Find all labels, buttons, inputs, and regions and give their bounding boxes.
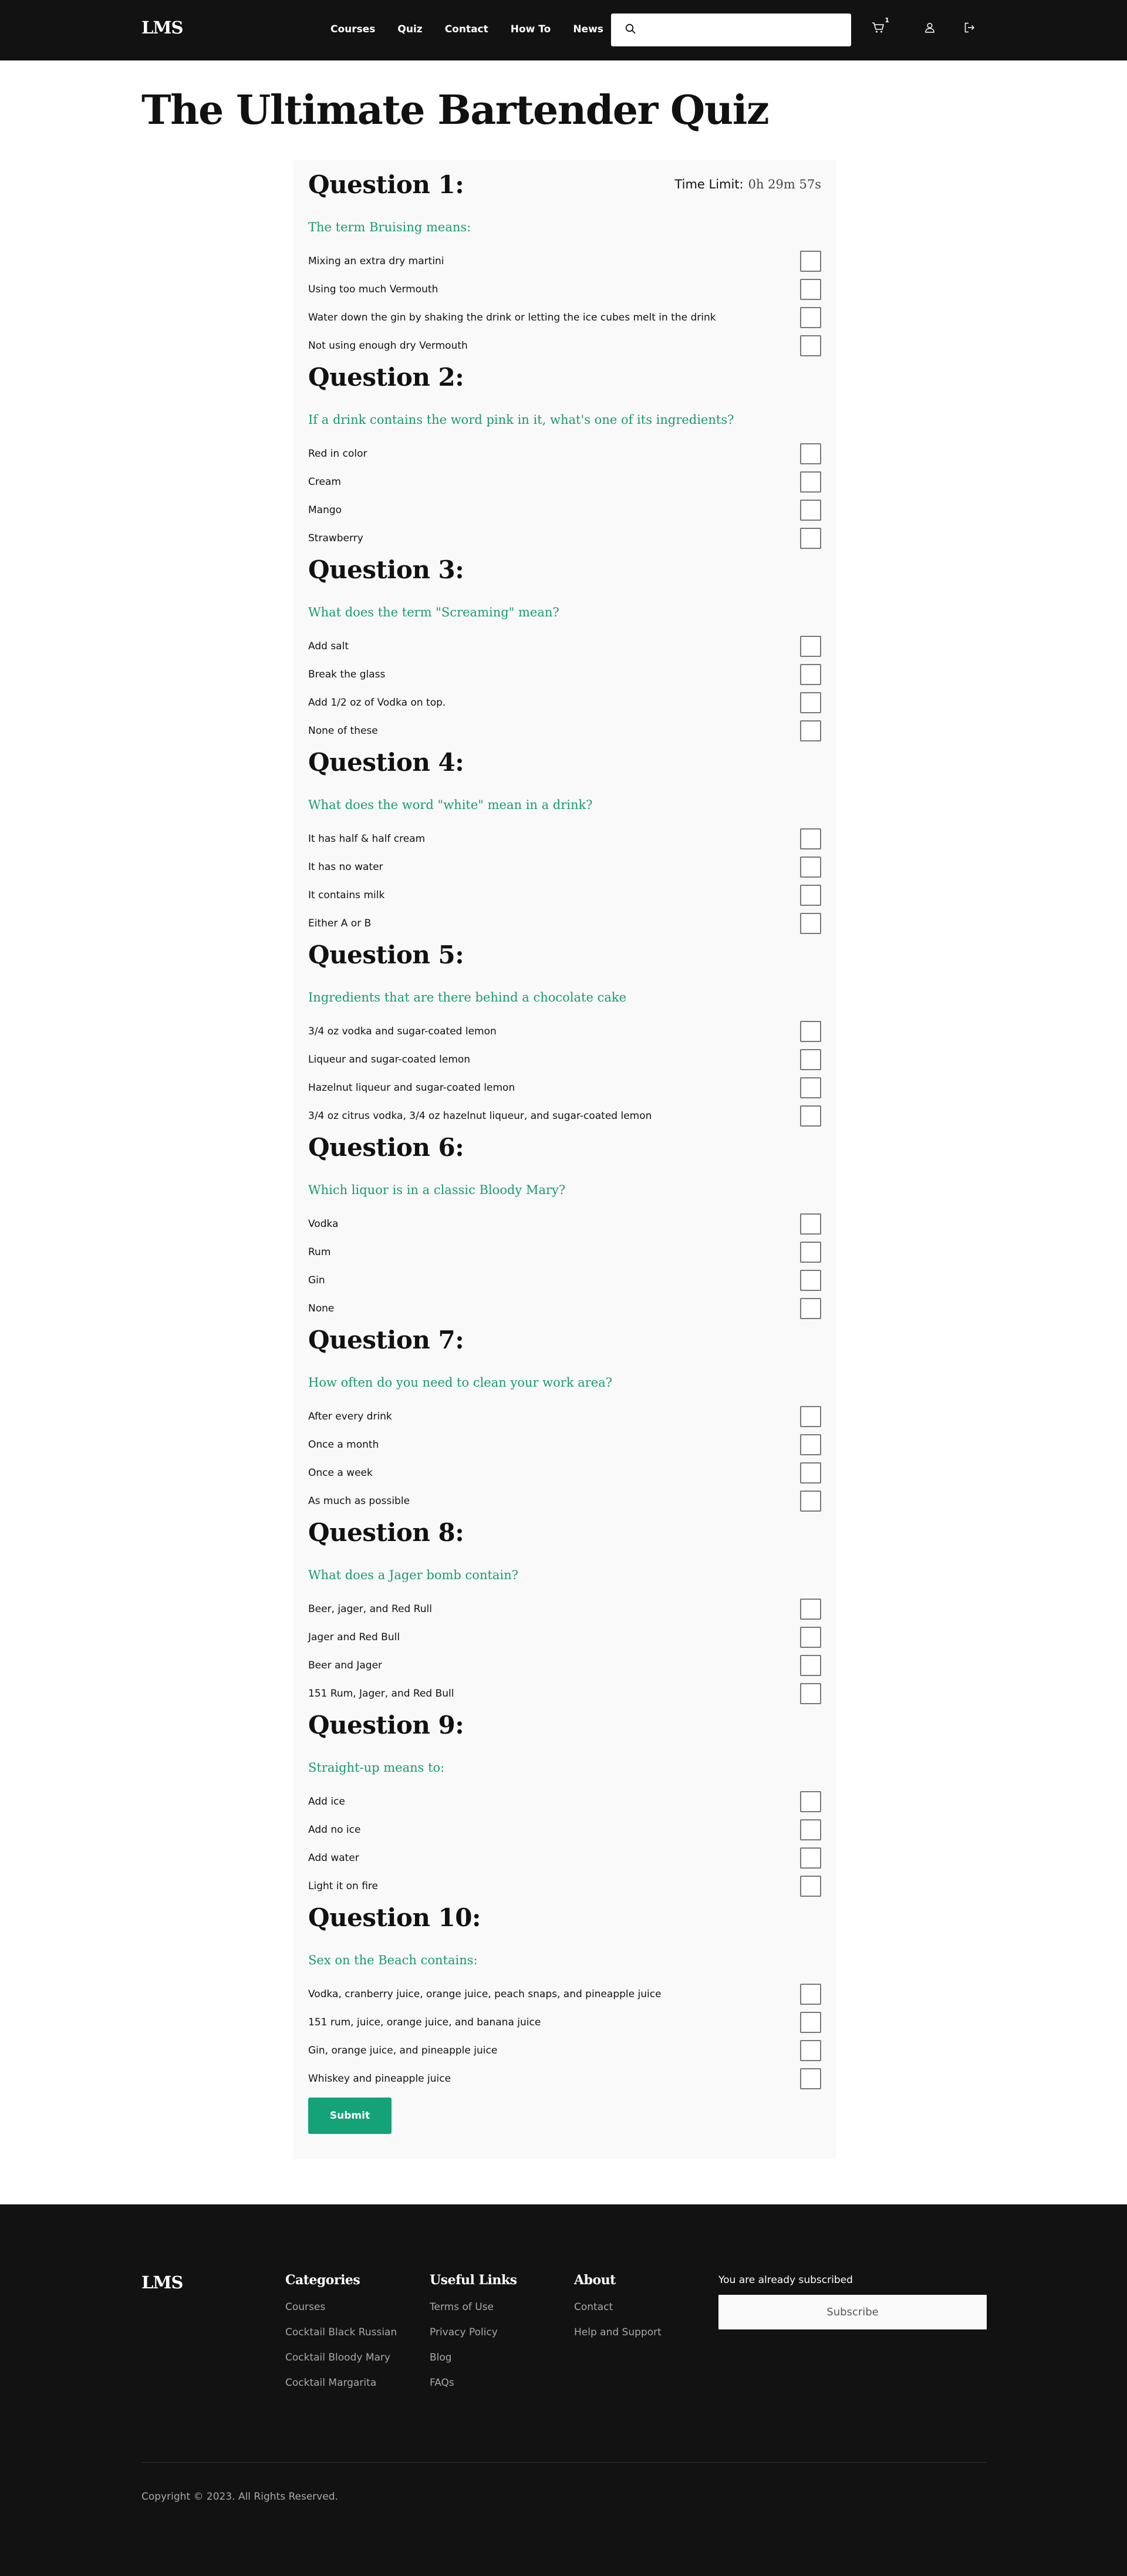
answer-option-label: As much as possible: [308, 1495, 410, 1507]
answer-option[interactable]: [308, 1238, 821, 1266]
question-text: Straight-up means to:: [308, 1761, 445, 1775]
question-block: [308, 1133, 821, 1326]
answer-checkbox[interactable]: [800, 1491, 821, 1512]
question-heading: Question 10:: [308, 1903, 481, 1932]
logout-button[interactable]: [961, 20, 978, 38]
answer-option-label: Jager and Red Bull: [308, 1631, 400, 1643]
cart-count-badge: 1: [885, 16, 889, 24]
answer-checkbox[interactable]: [800, 636, 821, 657]
page-title: The Ultimate Bartender Quiz: [141, 87, 769, 134]
answer-option[interactable]: [308, 1102, 821, 1130]
footer-about: [574, 2272, 662, 2351]
question-text: The term Bruising means:: [308, 220, 471, 234]
answer-option[interactable]: [308, 304, 821, 332]
answer-option[interactable]: [308, 1210, 821, 1238]
question-block: [308, 1903, 821, 2096]
question-text: How often do you need to clean your work area?: [308, 1375, 613, 1390]
answer-checkbox[interactable]: [800, 307, 821, 328]
answer-checkbox[interactable]: [800, 2012, 821, 2033]
answer-option[interactable]: [308, 1294, 821, 1323]
answer-checkbox[interactable]: [800, 1462, 821, 1483]
answer-option[interactable]: [308, 2065, 821, 2093]
answer-option-label: 3/4 oz citrus vodka, 3/4 oz hazelnut liqueur, and sugar-coated lemon: [308, 1110, 652, 1122]
answer-option[interactable]: [308, 1595, 821, 1623]
answer-option[interactable]: [308, 1788, 821, 1816]
answer-checkbox[interactable]: [800, 1434, 821, 1455]
answer-option-label: Beer, jager, and Red Rull: [308, 1603, 432, 1615]
answer-option-label: Once a week: [308, 1467, 373, 1479]
question-heading: Question 4:: [308, 748, 464, 777]
answer-checkbox[interactable]: [800, 2040, 821, 2061]
question-block: [308, 170, 821, 363]
site-footer: [0, 2204, 1127, 2576]
answer-option-label: Liqueur and sugar-coated lemon: [308, 1054, 471, 1066]
answer-option[interactable]: [308, 909, 821, 938]
answer-option-label: Add no ice: [308, 1824, 361, 1836]
answer-checkbox[interactable]: [800, 913, 821, 934]
answer-option[interactable]: [308, 1816, 821, 1844]
question-text: Which liquor is in a classic Bloody Mary?: [308, 1183, 566, 1197]
question-block: [308, 1326, 821, 1518]
answer-option-label: Gin, orange juice, and pineapple juice: [308, 2045, 498, 2056]
question-text: What does the term "Screaming" mean?: [308, 605, 559, 619]
answer-option[interactable]: [308, 717, 821, 745]
answer-checkbox[interactable]: [800, 1021, 821, 1042]
answer-option-label: 151 Rum, Jager, and Red Bull: [308, 1688, 454, 1700]
question-list: [308, 170, 821, 2096]
footer-link-terms[interactable]: Terms of Use: [430, 2301, 494, 2313]
answer-option-label: 3/4 oz vodka and sugar-coated lemon: [308, 1026, 497, 1037]
answer-option-label: Hazelnut liqueur and sugar-coated lemon: [308, 1082, 515, 1094]
subscribe-button[interactable]: Subscribe: [718, 2295, 987, 2329]
answer-checkbox[interactable]: [800, 335, 821, 356]
answer-checkbox[interactable]: [800, 1876, 821, 1897]
answer-checkbox[interactable]: [800, 1791, 821, 1812]
answer-option[interactable]: [308, 1487, 821, 1515]
answer-option-label: Water down the gin by shaking the drink or letting the ice cubes melt in the drink: [308, 312, 716, 323]
user-icon: [924, 22, 935, 35]
header-logo[interactable]: LMS: [141, 18, 183, 38]
answer-option[interactable]: [308, 524, 821, 552]
footer-categories: [285, 2272, 397, 2402]
answer-checkbox[interactable]: [800, 500, 821, 521]
answer-option[interactable]: [308, 1459, 821, 1487]
nav-quiz[interactable]: Quiz: [397, 23, 423, 35]
answer-checkbox[interactable]: [800, 1819, 821, 1840]
quiz-card: [293, 160, 836, 2159]
question-heading: Question 5:: [308, 940, 464, 969]
answer-option-label: 151 rum, juice, orange juice, and banana juice: [308, 2017, 541, 2028]
answer-option[interactable]: [308, 660, 821, 689]
answer-checkbox[interactable]: [800, 828, 821, 849]
search-box: [611, 14, 851, 46]
answer-option[interactable]: [308, 1017, 821, 1046]
answer-option[interactable]: [308, 2008, 821, 2036]
answer-options: [308, 1017, 821, 1130]
answer-option-label: It contains milk: [308, 889, 385, 901]
question-heading: Question 6:: [308, 1133, 464, 1162]
answer-options: [308, 1980, 821, 2093]
footer-divider: [141, 2462, 987, 2463]
answer-checkbox[interactable]: [800, 279, 821, 300]
answer-option-label: Using too much Vermouth: [308, 284, 438, 295]
answer-checkbox[interactable]: [800, 1049, 821, 1070]
answer-checkbox[interactable]: [800, 1627, 821, 1648]
question-block: [308, 1518, 821, 1711]
question-heading: Question 2:: [308, 363, 464, 392]
answer-option[interactable]: [308, 1046, 821, 1074]
answer-option-label: Light it on fire: [308, 1880, 378, 1892]
time-limit-value: 0h 29m 57s: [748, 177, 821, 191]
answer-options: [308, 247, 821, 360]
answer-option-label: Red in color: [308, 448, 367, 460]
nav-contact[interactable]: Contact: [444, 23, 488, 35]
answer-option[interactable]: [308, 468, 821, 496]
answer-options: [308, 632, 821, 745]
subscribe-status: You are already subscribed: [718, 2274, 853, 2286]
time-limit-label: Time Limit:: [674, 177, 744, 191]
question-block: [308, 748, 821, 940]
answer-option[interactable]: [308, 825, 821, 853]
answer-option[interactable]: [308, 1431, 821, 1459]
answer-option-label: Mixing an extra dry martini: [308, 255, 444, 267]
question-text: What does the word "white" mean in a drink?: [308, 798, 593, 812]
answer-option[interactable]: [308, 1844, 821, 1872]
answer-option-label: Gin: [308, 1274, 325, 1286]
footer-categories-title: Categories: [285, 2272, 360, 2288]
answer-options: [308, 1402, 821, 1515]
answer-checkbox[interactable]: [800, 1683, 821, 1704]
answer-options: [308, 1595, 821, 1708]
question-text: Ingredients that are there behind a chocolate cake: [308, 990, 627, 1004]
question-heading: Question 7:: [308, 1326, 464, 1354]
question-heading: Question 1:: [308, 170, 464, 199]
logout-icon: [964, 22, 976, 35]
answer-option[interactable]: [308, 275, 821, 304]
answer-option[interactable]: [308, 440, 821, 468]
answer-option-label: Add water: [308, 1852, 359, 1864]
answer-options: [308, 1788, 821, 1900]
question-text: Sex on the Beach contains:: [308, 1953, 478, 1967]
answer-option[interactable]: [308, 1980, 821, 2008]
answer-checkbox[interactable]: [800, 471, 821, 493]
answer-option-label: Vodka: [308, 1218, 339, 1230]
answer-option-label: Add ice: [308, 1796, 345, 1808]
answer-checkbox[interactable]: [800, 528, 821, 549]
answer-checkbox[interactable]: [800, 720, 821, 741]
answer-checkbox[interactable]: [800, 664, 821, 685]
answer-checkbox[interactable]: [800, 1270, 821, 1291]
question-heading: Question 9:: [308, 1711, 464, 1739]
answer-options: [308, 1210, 821, 1323]
answer-checkbox[interactable]: [800, 1655, 821, 1676]
main-nav: [330, 23, 626, 35]
answer-option-label: It has no water: [308, 861, 383, 873]
footer-link-bloody-mary[interactable]: Cocktail Bloody Mary: [285, 2352, 390, 2363]
question-heading: Question 3:: [308, 555, 464, 584]
answer-option[interactable]: [308, 1651, 821, 1680]
footer-link-help[interactable]: Help and Support: [574, 2327, 662, 2338]
answer-option-label: None: [308, 1303, 335, 1314]
answer-option[interactable]: [308, 1266, 821, 1294]
answer-option-label: Break the glass: [308, 669, 386, 680]
copyright: Copyright © 2023. All Rights Reserved.: [141, 2491, 338, 2503]
answer-option[interactable]: [308, 689, 821, 717]
footer-useful-links: [430, 2272, 517, 2402]
answer-checkbox[interactable]: [800, 1847, 821, 1869]
footer-link-privacy[interactable]: Privacy Policy: [430, 2327, 498, 2338]
answer-option-label: Mango: [308, 504, 342, 516]
nav-courses[interactable]: Courses: [330, 23, 376, 35]
cart-button[interactable]: [869, 16, 889, 38]
answer-option-label: Once a month: [308, 1439, 379, 1451]
footer-about-title: About: [574, 2272, 616, 2288]
search-input[interactable]: [644, 25, 851, 36]
answer-option-label: None of these: [308, 725, 378, 737]
answer-options: [308, 825, 821, 938]
answer-checkbox[interactable]: [800, 251, 821, 272]
question-text: What does a Jager bomb contain?: [308, 1568, 518, 1582]
answer-option[interactable]: [308, 1623, 821, 1651]
footer-link-black-russian[interactable]: Cocktail Black Russian: [285, 2327, 397, 2338]
answer-option[interactable]: [308, 881, 821, 909]
nav-how-to[interactable]: How To: [510, 23, 551, 35]
answer-checkbox[interactable]: [800, 1242, 821, 1263]
answer-option[interactable]: [308, 496, 821, 524]
answer-option-label: Add 1/2 oz of Vodka on top.: [308, 697, 446, 709]
answer-option-label: Add salt: [308, 640, 349, 652]
footer-useful-links-title: Useful Links: [430, 2272, 517, 2288]
answer-option[interactable]: [308, 247, 821, 275]
answer-checkbox[interactable]: [800, 885, 821, 906]
submit-button[interactable]: Submit: [308, 2098, 392, 2134]
answer-option-label: Beer and Jager: [308, 1660, 383, 1671]
account-button[interactable]: [921, 20, 939, 38]
footer-link-faqs[interactable]: FAQs: [430, 2377, 454, 2389]
answer-checkbox[interactable]: [800, 692, 821, 713]
answer-option-label: Rum: [308, 1246, 331, 1258]
answer-option[interactable]: [308, 632, 821, 660]
cart-icon: [872, 22, 885, 36]
answer-option-label: Strawberry: [308, 532, 363, 544]
answer-option-label: Whiskey and pineapple juice: [308, 2073, 451, 2085]
answer-option-label: Vodka, cranberry juice, orange juice, peach snaps, and pineapple juice: [308, 1988, 662, 2000]
answer-option-label: After every drink: [308, 1411, 392, 1422]
answer-option[interactable]: [308, 2036, 821, 2065]
answer-checkbox[interactable]: [800, 443, 821, 464]
question-block: [308, 940, 821, 1133]
question-text: If a drink contains the word pink in it, what's one of its ingredients?: [308, 413, 734, 427]
question-block: [308, 363, 821, 555]
answer-checkbox[interactable]: [800, 1105, 821, 1127]
question-block: [308, 1711, 821, 1903]
answer-checkbox[interactable]: [800, 1984, 821, 2005]
answer-option[interactable]: [308, 1872, 821, 1900]
footer-link-contact[interactable]: Contact: [574, 2301, 613, 2313]
site-header: [0, 0, 1127, 60]
question-block: [308, 555, 821, 748]
answer-checkbox[interactable]: [800, 1077, 821, 1098]
search-icon[interactable]: [625, 23, 636, 36]
question-heading: Question 8:: [308, 1518, 464, 1547]
answer-checkbox[interactable]: [800, 1213, 821, 1235]
answer-checkbox[interactable]: [800, 1599, 821, 1620]
answer-checkbox[interactable]: [800, 1298, 821, 1319]
answer-checkbox[interactable]: [800, 1406, 821, 1427]
answer-option-label: Either A or B: [308, 918, 372, 929]
footer-link-blog[interactable]: Blog: [430, 2352, 452, 2363]
answer-option[interactable]: [308, 1680, 821, 1708]
footer-link-courses[interactable]: Courses: [285, 2301, 326, 2313]
answer-option[interactable]: [308, 332, 821, 360]
footer-logo[interactable]: LMS: [141, 2272, 183, 2292]
answer-option[interactable]: [308, 1402, 821, 1431]
answer-checkbox[interactable]: [800, 2068, 821, 2089]
answer-option-label: Cream: [308, 476, 341, 488]
footer-link-margarita[interactable]: Cocktail Margarita: [285, 2377, 377, 2389]
nav-news[interactable]: News: [573, 23, 603, 35]
answer-options: [308, 440, 821, 552]
answer-option-label: Not using enough dry Vermouth: [308, 340, 468, 352]
answer-checkbox[interactable]: [800, 857, 821, 878]
answer-option[interactable]: [308, 1074, 821, 1102]
answer-option-label: It has half & half cream: [308, 833, 426, 845]
answer-option[interactable]: [308, 853, 821, 881]
